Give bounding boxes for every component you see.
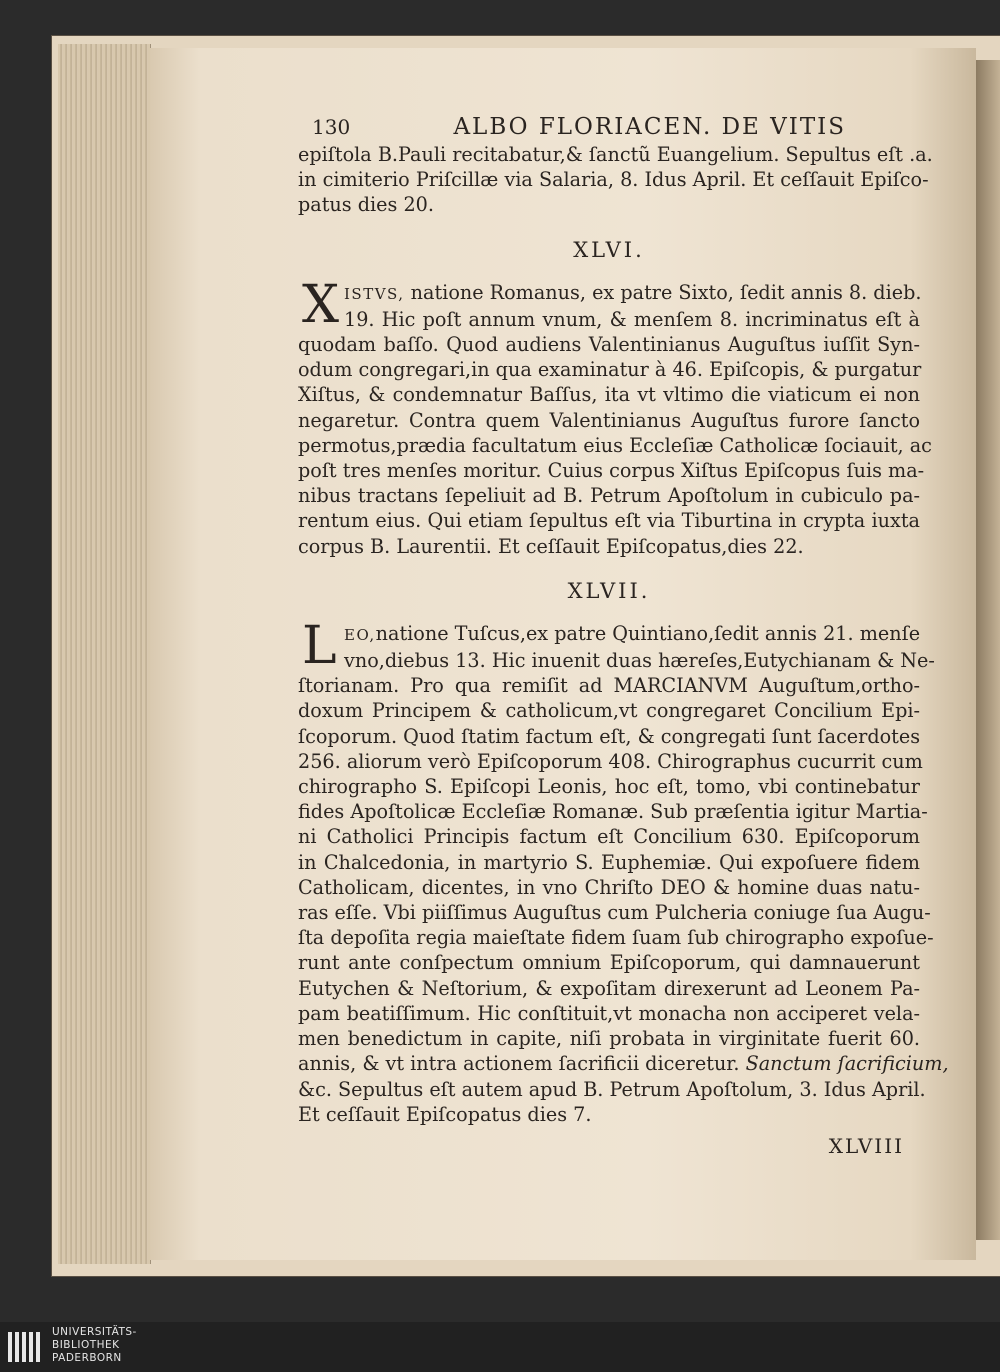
text-line: patus dies 20. [298, 193, 434, 217]
text-line: ſcoporum. Quod ſtatim factum eſt, & congregati ſunt ſacerdotes [298, 724, 921, 748]
text-block [298, 112, 949, 1127]
drop-capital: X [302, 274, 340, 335]
text-line: runt ante conſpectum omnium Epiſcoporum, qui damnauerunt [298, 951, 920, 975]
running-head [312, 112, 846, 142]
text-line: ISTVS, natione Romanus, ex patre Sixto, ſedit annis 8. dieb. [344, 280, 922, 304]
section-46-paragraph [298, 274, 932, 559]
library-logo-text: UNIVERSITÄTS- BIBLIOTHEK PADERBORN [52, 1326, 137, 1364]
text-line: nibus tractans ſepeliuit ad B. Petrum Apoſtolum in cubiculo pa- [298, 484, 920, 508]
library-logo-icon [6, 1328, 42, 1366]
text-line: poſt tres menſes moritur. Cuius corpus Xiſtus Epiſcopus ſuis ma- [298, 459, 925, 483]
text-line: odum congregari,in qua examinatur à 46. Epiſcopis, & purgatur [298, 358, 922, 382]
text-line: ſta depoſita regia maieſtate fidem ſuam ſub chirographo expoſue- [298, 926, 934, 950]
text-line: Catholicam, dicentes, in vno Chriſto DEO & homine duas natu- [298, 875, 920, 899]
text-line: ras eſſe. Vbi piiſſimus Auguſtus cum Pulcheria coniuge ſua Augu- [298, 901, 931, 925]
text-line: annis, & vt intra actionem ſacrificii diceretur. Sanctum ſacrificium, [298, 1052, 949, 1076]
first-word: EO, [344, 625, 376, 644]
text-line: 19. Hic poſt annum vnum, & menſem 8. incriminatus eſt à [344, 307, 920, 331]
text-line: EO,natione Tuſcus,ex patre Quintiano,ſedit annis 21. menſe [344, 621, 921, 645]
text-line: pam beatiſſimum. Hic conſtituit,vt monacha non acciperet vela- [298, 1001, 920, 1025]
catchword: XLVIII [828, 1134, 904, 1158]
text-line: corpus B. Laurentii. Et ceſſauit Epiſcopatus,dies 22. [298, 534, 804, 558]
text-line: Eutychen & Neſtorium, & expoſitam direxerunt ad Leonem Pa- [298, 976, 920, 1000]
text-line: 256. aliorum verò Epiſcoporum 408. Chirographus cucurrit cum [298, 749, 923, 773]
book-fore-edge [976, 60, 1000, 1240]
text-line: ſtorianam. Pro qua remiſit ad MARCIANVM Auguſtum,ortho- [298, 674, 920, 698]
italic-phrase: Sanctum ſacrificium, [745, 1052, 949, 1076]
text-line: negaretur. Contra quem Valentinianus Auguſtus furore ſancto [298, 408, 920, 432]
text-line: rentum eius. Qui etiam ſepultus eſt via Tiburtina in crypta iuxta [298, 509, 920, 533]
text-line: Xiſtus, & condemnatur Baſſus, ita vt vltimo die viaticum ei non [298, 383, 920, 407]
text-line: Et ceſſauit Epiſcopatus dies 7. [298, 1102, 592, 1126]
section-47-paragraph [298, 615, 949, 1127]
text-line: doxum Principem & catholicum,vt congregaret Concilium Epi- [298, 699, 920, 723]
text-line: men benedictum in capite, niſi probata in virginitate fuerit 60. [298, 1027, 920, 1051]
drop-capital: L [302, 615, 337, 676]
running-title: ALBO FLORIACEN. DE VITIS [453, 114, 846, 140]
text-line: chirographo S. Epiſcopi Leonis, hoc eſt, tomo, vbi continebatur [298, 775, 920, 799]
text-line: epiſtola B.Pauli recitabatur,& ſanctũ Euangelium. Sepultus eſt .a. [298, 143, 933, 166]
intro-paragraph [298, 142, 933, 218]
section-heading-47: XLVII. [567, 578, 651, 603]
text-line: permotus,prædia facultatum eius Eccleſiæ Catholicæ ſociauit, ac [298, 433, 932, 457]
page-edges [58, 44, 151, 1264]
text-line: vno,diebus 13. Hic inuenit duas hæreſes,Eutychianam & Ne- [344, 649, 935, 673]
footer-bar [0, 1322, 1000, 1372]
page-number: 130 [312, 115, 351, 139]
text-line: ni Catholici Principis factum eſt Concilium 630. Epiſcoporum [298, 825, 920, 849]
section-heading-46: XLVI. [573, 237, 645, 262]
text-line: &c. Sepultus eſt autem apud B. Petrum Apoſtolum, 3. Idus April. [298, 1077, 926, 1101]
text-line: quodam baſſo. Quod audiens Valentinianus Auguſtus iuſſit Syn- [298, 333, 920, 357]
text-line: in cimiterio Priſcillæ via Salaria, 8. Idus April. Et ceſſauit Epiſco- [298, 168, 929, 192]
first-word: ISTVS, [344, 284, 405, 303]
text-line: fides Apoſtolicæ Eccleſiæ Romanæ. Sub præſentia igitur Martia- [298, 800, 928, 824]
text-line: in Chalcedonia, in martyrio S. Euphemiæ. Qui expoſuere fidem [298, 850, 920, 874]
